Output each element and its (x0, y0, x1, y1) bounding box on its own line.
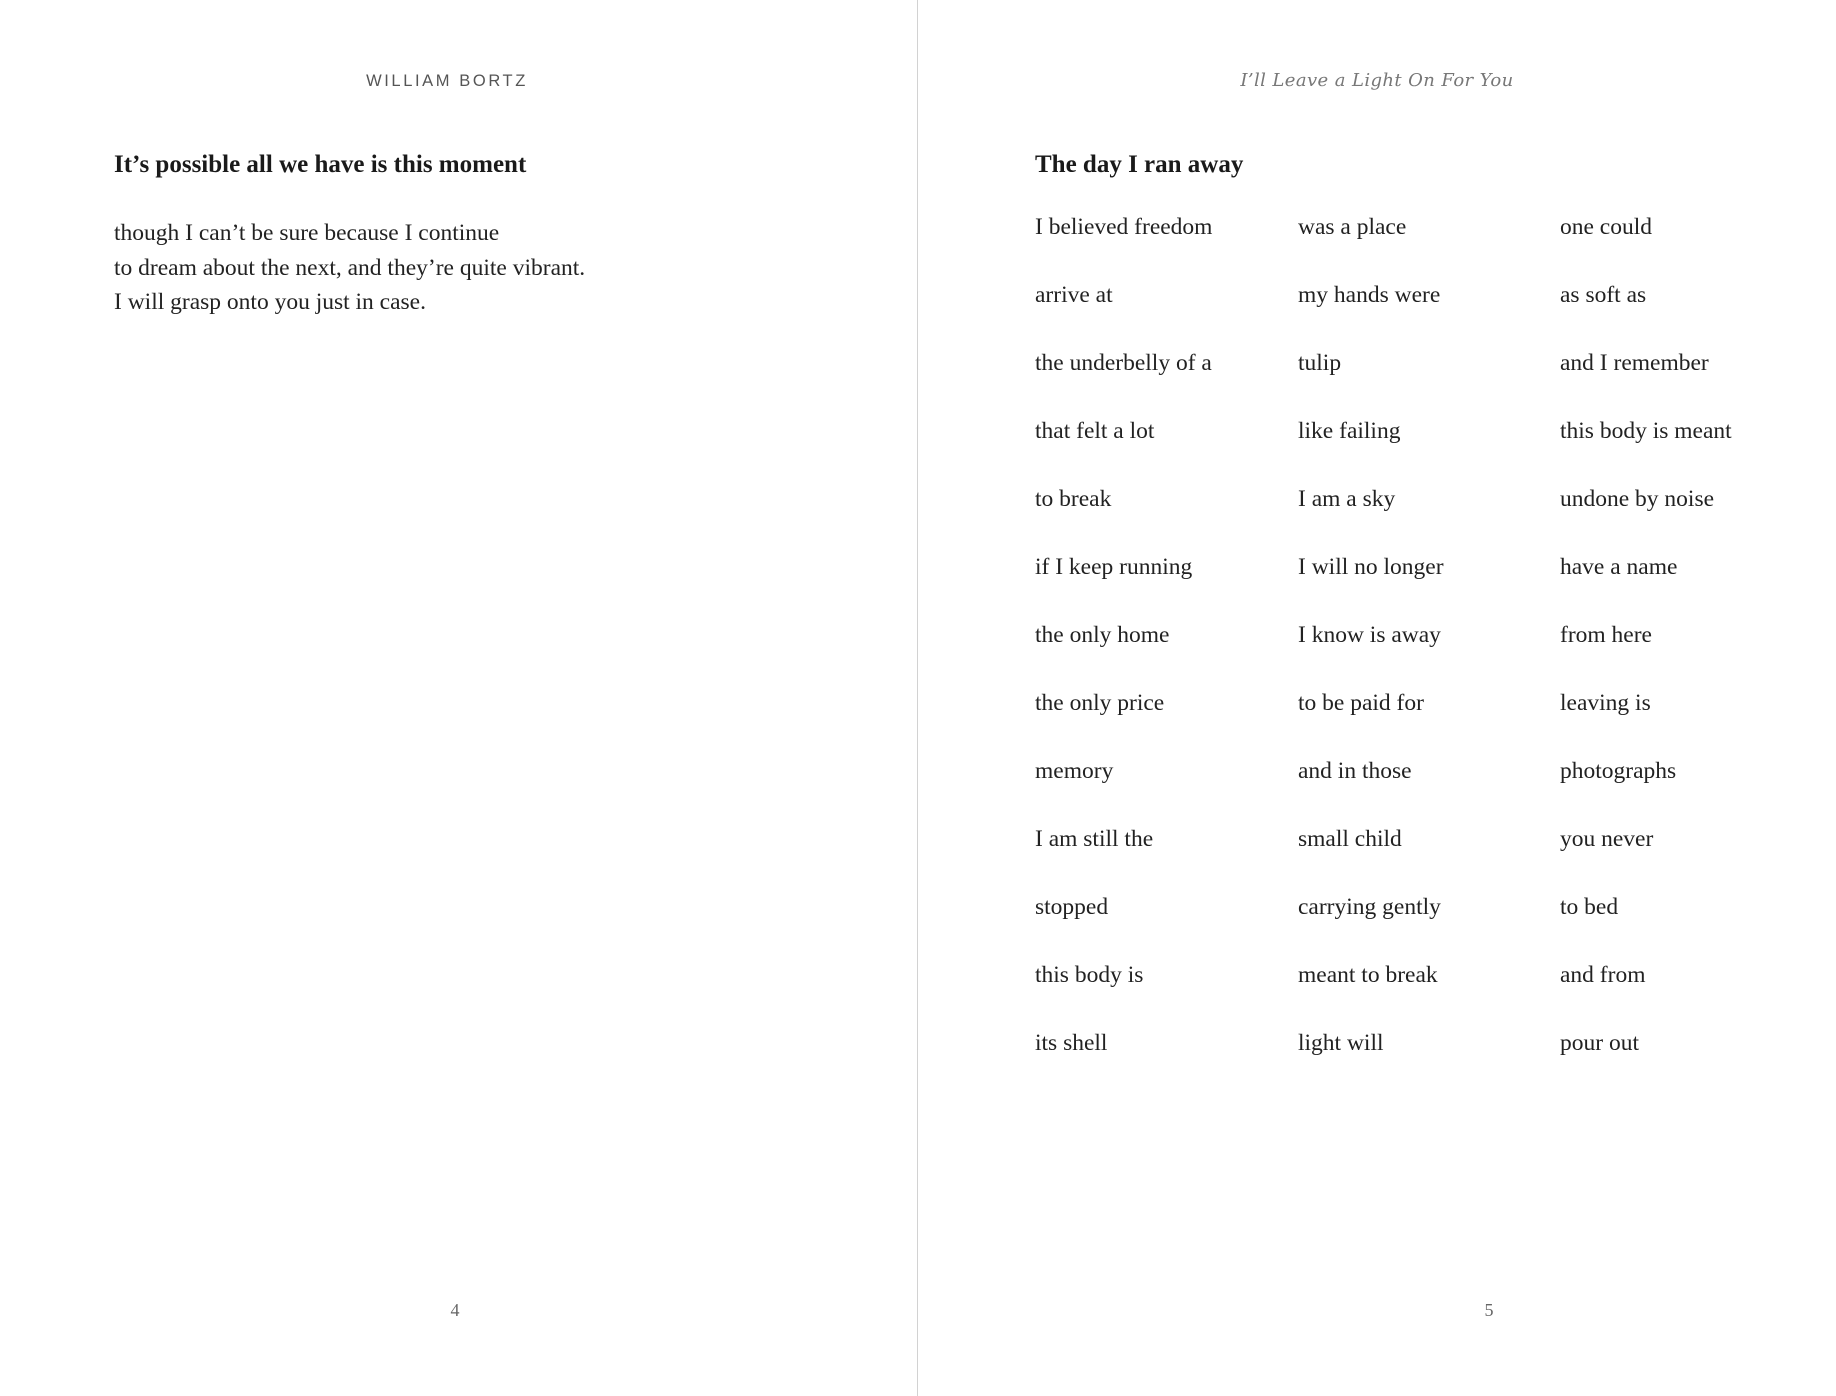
poem-body (114, 216, 585, 320)
poem-fragment: the only home (1035, 622, 1170, 648)
poem-fragment: if I keep running (1035, 554, 1193, 580)
right-page (918, 0, 1836, 1396)
poem-fragment: have a name (1560, 554, 1678, 580)
poem-fragment: one could (1560, 214, 1653, 240)
running-head-book-title: I’ll Leave a Light On For You (1240, 70, 1514, 91)
poem-title: The day I ran away (1035, 151, 1244, 178)
poem-fragment: from here (1560, 622, 1652, 648)
poem-fragment: the underbelly of a (1035, 350, 1212, 376)
running-head-author: WILLIAM BORTZ (366, 72, 528, 90)
left-page (0, 0, 917, 1396)
poem-fragment: its shell (1035, 1030, 1108, 1056)
poem-fragment: memory (1035, 758, 1114, 784)
poem-fragment: undone by noise (1560, 486, 1715, 512)
poem-fragment: tulip (1298, 350, 1342, 376)
poem-fragment: my hands were (1298, 282, 1441, 308)
poem-grid (1035, 210, 1795, 1094)
poem-fragment: I am still the (1035, 826, 1154, 852)
poem-fragment: carrying gently (1298, 894, 1441, 920)
page-number: 4 (450, 1300, 460, 1320)
poem-fragment: pour out (1560, 1030, 1639, 1056)
poem-fragment: to break (1035, 486, 1112, 512)
poem-fragment: to be paid for (1298, 690, 1424, 716)
poem-fragment: that felt a lot (1035, 418, 1155, 444)
poem-fragment: photographs (1560, 758, 1677, 784)
poem-fragment: small child (1298, 826, 1402, 852)
poem-fragment: you never (1560, 826, 1654, 852)
poem-fragment: this body is (1035, 962, 1144, 988)
poem-fragment: I will no longer (1298, 554, 1444, 580)
poem-line: I will grasp onto you just in case. (114, 289, 426, 315)
page-number: 5 (1484, 1300, 1494, 1320)
poem-line: to dream about the next, and they’re quite vibrant. (114, 254, 586, 281)
poem-fragment: and in those (1298, 758, 1412, 784)
poem-fragment: I am a sky (1298, 486, 1396, 512)
poem-fragment: and I remember (1560, 350, 1709, 376)
poem-fragment: and from (1560, 962, 1646, 988)
poem-fragment: to bed (1560, 894, 1619, 920)
poem-fragment: meant to break (1298, 962, 1438, 988)
poem-fragment: as soft as (1560, 282, 1647, 308)
poem-fragment: the only price (1035, 690, 1165, 716)
poem-fragment: light will (1298, 1030, 1384, 1056)
poem-fragment: was a place (1298, 214, 1407, 240)
poem-fragment: leaving is (1560, 690, 1651, 716)
poem-title: It’s possible all we have is this moment (114, 151, 527, 178)
poem-fragment: I know is away (1298, 622, 1441, 648)
poem-fragment: like failing (1298, 418, 1401, 444)
poem-fragment: arrive at (1035, 282, 1113, 308)
poem-fragment: this body is meant (1560, 418, 1732, 444)
poem-line: though I can’t be sure because I continue (114, 220, 500, 246)
poem-fragment: I believed freedom (1035, 214, 1213, 240)
poem-fragment: stopped (1035, 894, 1109, 920)
